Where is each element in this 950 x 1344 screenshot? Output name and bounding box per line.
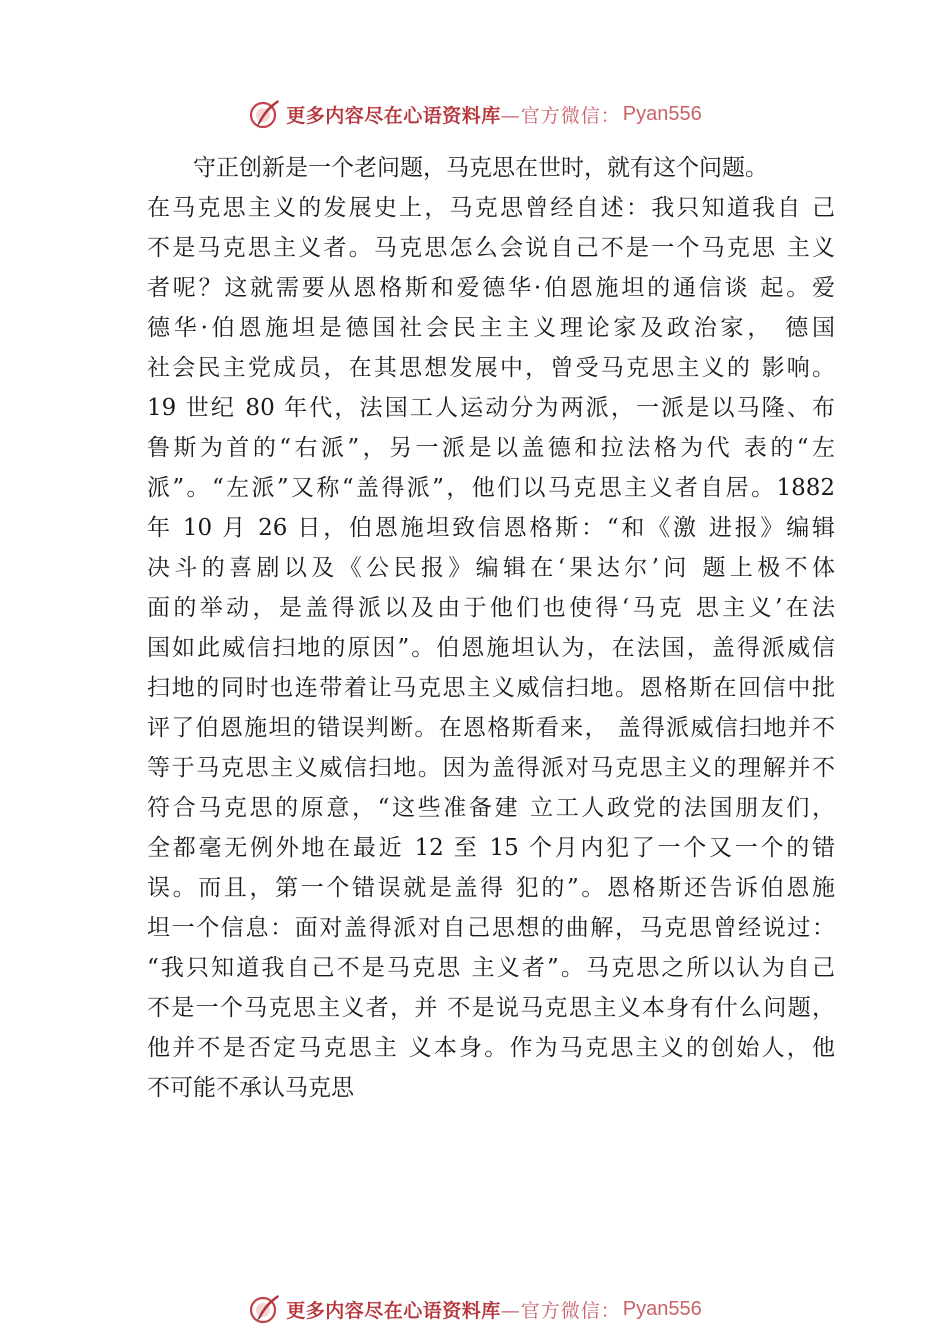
- article-line: 等于马克思主义威信扫地。因为盖得派对马克思主义的理解并不: [147, 755, 835, 781]
- article-line: 者呢？这就需要从恩格斯和爱德华·伯恩施坦的通信谈 起。爱: [147, 275, 835, 301]
- article-body: [147, 148, 835, 1108]
- article-line: 德华·伯恩施坦是德国社会民主主义理论家及政治家， 德国: [147, 315, 835, 341]
- quill-logo-icon: [248, 97, 282, 131]
- article-line: 扫地的同时也连带着让马克思主义威信扫地。恩格斯在回信中批: [147, 675, 835, 701]
- banner-wechat-id: Pyan556: [622, 1297, 702, 1320]
- article-line: 评了伯恩施坦的错误判断。在恩格斯看来， 盖得派威信扫地并不: [147, 715, 835, 741]
- article-line: 决斗的喜剧以及《公民报》编辑在‘果达尔’问 题上极不体: [147, 555, 835, 581]
- article-line: 面的举动，是盖得派以及由于他们也使得‘马克 思主义’在法: [147, 595, 835, 621]
- article-line: “我只知道我自己不是马克思 主义者”。马克思之所以认为自己: [147, 955, 835, 981]
- article-line: 年 10 月 26 日，伯恩施坦致信恩格斯：“和《激 进报》编辑: [147, 515, 835, 541]
- banner-sub-text: —官方微信：: [500, 104, 621, 127]
- article-line: 鲁斯为首的“右派”，另一派是以盖德和拉法格为代 表的“左: [147, 435, 835, 461]
- banner-sub-text: —官方微信：: [500, 1299, 621, 1322]
- article-line: 社会民主党成员，在其思想发展中，曾受马克思主义的 影响。: [147, 355, 835, 381]
- article-line: 不可能不承认马克思: [147, 1075, 354, 1101]
- article-line: 坦一个信息：面对盖得派对自己思想的曲解，马克思曾经说过：: [147, 915, 835, 941]
- article-line: 不是马克思主义者。马克思怎么会说自己不是一个马克思 主义: [147, 235, 835, 261]
- article-line: 他并不是否定马克思主 义本身。作为马克思主义的创始人，他: [147, 1035, 835, 1061]
- article-line: 全都毫无例外地在最近 12 至 15 个月内犯了一个又一个的错: [147, 835, 835, 861]
- banner-wechat-id: Pyan556: [622, 102, 702, 125]
- article-line: 守正创新是一个老问题，马克思在世时，就有这个问题。: [193, 155, 768, 181]
- article-line: 不是一个马克思主义者，并 不是说马克思主义本身有什么问题，: [147, 995, 835, 1021]
- footer-watermark: [0, 1289, 950, 1329]
- article-line: 误。而且，第一个错误就是盖得 犯的”。恩格斯还告诉伯恩施: [147, 875, 835, 901]
- header-watermark: [0, 94, 950, 134]
- article-line: 国如此威信扫地的原因”。伯恩施坦认为，在法国，盖得派威信: [147, 635, 835, 661]
- article-line: 派”。“左派”又称“盖得派”，他们以马克思主义者自居。1882: [147, 475, 835, 501]
- article-line: 19 世纪 80 年代，法国工人运动分为两派，一派是以马隆、布: [147, 395, 835, 421]
- article-line: 符合马克思的原意，“这些准备建 立工人政党的法国朋友们，: [147, 795, 835, 821]
- quill-logo-icon: [248, 1292, 282, 1326]
- banner-main-text: 更多内容尽在心语资料库: [286, 104, 501, 127]
- article-line: 在马克思主义的发展史上，马克思曾经自述：我只知道我自 己: [147, 195, 835, 221]
- banner-main-text: 更多内容尽在心语资料库: [286, 1299, 501, 1322]
